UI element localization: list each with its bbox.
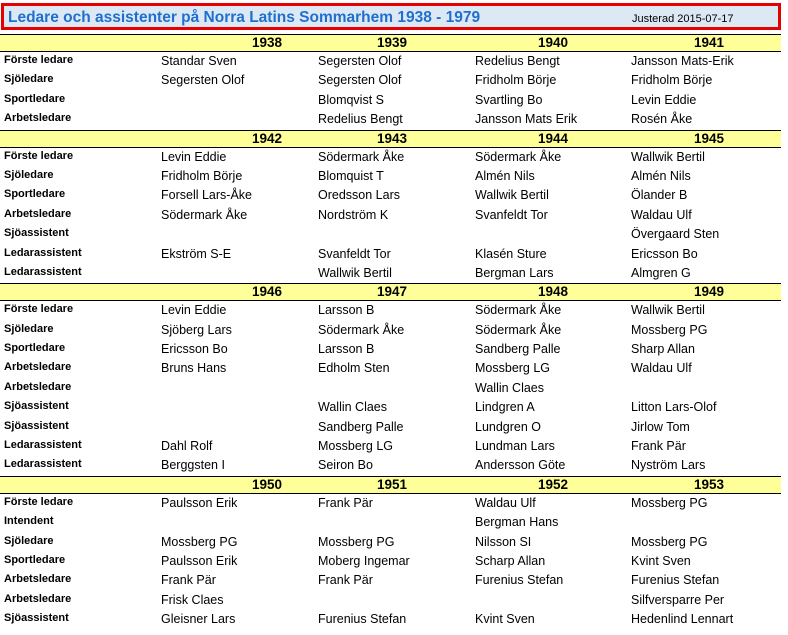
person-cell: Kvint Sven [475, 612, 535, 627]
person-cell: Svanfeldt Tor [475, 207, 548, 222]
person-cell: Wallin Claes [318, 400, 388, 415]
role-label: Arbetsledare [4, 380, 72, 393]
person-cell: Seiron Bo [318, 458, 373, 473]
table-row [0, 513, 781, 532]
person-cell: Wallwik Bertil [631, 303, 705, 318]
person-cell: Paulsson Erik [161, 495, 238, 510]
person-cell: Jansson Mats Erik [475, 112, 578, 127]
table-row [0, 186, 781, 205]
person-cell: Edholm Sten [318, 361, 390, 376]
person-cell: Wallin Claes [475, 380, 545, 395]
role-label: Förste ledare [4, 54, 74, 66]
role-label: Arbetsledare [4, 573, 72, 586]
role-label: Ledarassistent [4, 246, 82, 259]
person-cell: Jirlow Tom [631, 419, 690, 434]
table-row [0, 206, 781, 225]
person-cell: Mossberg PG [631, 322, 708, 337]
role-label: Arbetsledare [4, 592, 72, 605]
year-label: 1944 [537, 130, 568, 146]
person-cell: Almén Nils [631, 168, 691, 183]
role-label: Sjöassistent [4, 612, 69, 625]
person-cell: Sharp Allan [631, 342, 695, 357]
person-cell: Ölander B [631, 188, 688, 203]
year-header-row [0, 476, 781, 494]
person-cell: Fridholm Börje [475, 73, 557, 88]
person-cell: Övergaard Sten [631, 227, 720, 242]
person-cell: Waldau Ulf [631, 361, 692, 376]
person-cell: Nordström K [318, 207, 389, 222]
table-row [0, 359, 781, 378]
roster-table [0, 34, 781, 630]
table-row [0, 437, 781, 456]
table-row [0, 264, 781, 283]
table-row [0, 301, 781, 320]
person-cell: Klasén Sture [475, 246, 547, 261]
person-cell: Levin Eddie [631, 92, 697, 107]
role-label: Sportledare [4, 342, 66, 355]
person-cell: Paulsson Erik [161, 553, 238, 568]
person-cell: Larsson B [318, 342, 375, 357]
person-cell: Sjöberg Lars [161, 322, 232, 337]
person-cell: Furenius Stefan [475, 573, 564, 588]
person-cell: Segersten Olof [318, 73, 402, 88]
role-label: Sjöledare [4, 168, 54, 181]
person-cell: Segersten Olof [318, 54, 402, 68]
person-cell: Södermark Åke [318, 322, 405, 337]
year-header-row [0, 283, 781, 301]
person-cell: Moberg Ingemar [318, 553, 410, 568]
role-label: Intendent [4, 515, 54, 528]
role-label: Sjöledare [4, 73, 54, 86]
year-label: 1947 [376, 284, 407, 300]
person-cell: Frank Pär [318, 573, 373, 588]
person-cell: Levin Eddie [161, 149, 227, 164]
person-cell: Frank Pär [318, 495, 373, 510]
role-label: Sportledare [4, 553, 66, 566]
year-label: 1951 [376, 476, 407, 492]
year-label: 1941 [693, 35, 724, 50]
table-row [0, 340, 781, 359]
person-cell: Frisk Claes [161, 592, 224, 607]
year-label: 1948 [537, 284, 568, 300]
person-cell: Frank Pär [161, 573, 216, 588]
person-cell: Scharp Allan [475, 553, 546, 568]
year-label: 1943 [376, 130, 407, 146]
table-row [0, 148, 781, 167]
person-cell: Hedenlind Lennart [631, 612, 734, 627]
person-cell: Sandberg Palle [475, 342, 561, 357]
person-cell: Södermark Åke [475, 322, 562, 337]
person-cell: Ericsson Bo [631, 246, 698, 261]
person-cell: Redelius Bengt [318, 112, 403, 127]
person-cell: Blomqvist S [318, 92, 384, 107]
person-cell: Almén Nils [475, 168, 535, 183]
person-cell: Berggsten I [161, 458, 225, 473]
year-label: 1949 [693, 284, 724, 300]
person-cell: Frank Pär [631, 439, 686, 454]
table-row [0, 71, 781, 90]
person-cell: Ericsson Bo [161, 342, 228, 357]
person-cell: Levin Eddie [161, 303, 227, 318]
person-cell: Dahl Rolf [161, 439, 213, 454]
person-cell: Forsell Lars-Åke [161, 188, 252, 203]
year-label: 1940 [537, 35, 568, 50]
table-row [0, 591, 781, 610]
person-cell: Larsson B [318, 303, 375, 318]
person-cell: Lundgren O [475, 419, 542, 434]
person-cell: Waldau Ulf [631, 207, 692, 222]
role-label: Sjöassistent [4, 419, 69, 432]
person-cell: Almgren G [631, 265, 691, 280]
table-row [0, 167, 781, 186]
role-label: Förste ledare [4, 495, 74, 508]
adjusted-date: Justerad 2015-07-17 [632, 13, 734, 25]
table-row [0, 91, 781, 110]
person-cell: Fridholm Börje [161, 168, 243, 183]
person-cell: Mossberg PG [161, 534, 238, 549]
table-row [0, 225, 781, 244]
person-cell: Lundman Lars [475, 439, 555, 454]
person-cell: Mossberg PG [631, 534, 708, 549]
person-cell: Bergman Lars [475, 265, 554, 280]
role-label: Ledarassistent [4, 265, 82, 278]
year-label: 1945 [693, 130, 724, 146]
person-cell: Sandberg Palle [318, 419, 404, 434]
year-header-row [0, 34, 781, 52]
year-label: 1946 [251, 284, 282, 300]
table-row [0, 571, 781, 590]
person-cell: Oredsson Lars [318, 188, 400, 203]
table-row [0, 321, 781, 340]
title-box [1, 3, 781, 30]
person-cell: Wallwik Bertil [475, 188, 549, 203]
table-row [0, 398, 781, 417]
person-cell: Blomquist T [318, 168, 384, 183]
person-cell: Bergman Hans [475, 515, 559, 530]
person-cell: Kvint Sven [631, 553, 691, 568]
year-label: 1952 [537, 476, 568, 492]
role-label: Ledarassistent [4, 439, 82, 452]
person-cell: Furenius Stefan [631, 573, 720, 588]
person-cell: Södermark Åke [318, 149, 405, 164]
person-cell: Mossberg LG [318, 439, 394, 454]
page-title: Ledare och assistenter på Norra Latins Sommarhem 1938 - 1979 [8, 9, 481, 26]
role-label: Sportledare [4, 188, 66, 201]
role-label: Förste ledare [4, 149, 74, 162]
role-label: Förste ledare [4, 303, 74, 316]
person-cell: Lindgren A [475, 400, 535, 415]
person-cell: Nilsson SI [475, 534, 532, 549]
role-label: Sjöledare [4, 322, 54, 335]
table-row [0, 552, 781, 571]
table-row [0, 110, 781, 129]
role-label: Arbetsledare [4, 361, 72, 374]
person-cell: Jansson Mats-Erik [631, 54, 734, 68]
person-cell: Segersten Olof [161, 73, 245, 88]
table-row [0, 610, 781, 629]
role-label: Ledarassistent [4, 458, 82, 471]
person-cell: Silfversparre Per [631, 592, 725, 607]
person-cell: Furenius Stefan [318, 612, 407, 627]
table-row [0, 379, 781, 398]
year-label: 1953 [693, 476, 724, 492]
person-cell: Standar Sven [161, 54, 237, 68]
person-cell: Redelius Bengt [475, 54, 560, 68]
table-row [0, 494, 781, 513]
role-label: Sjöassistent [4, 227, 69, 240]
person-cell: Mossberg LG [475, 361, 551, 376]
role-label: Arbetsledare [4, 112, 72, 125]
person-cell: Litton Lars-Olof [631, 400, 717, 415]
person-cell: Mossberg PG [631, 495, 708, 510]
person-cell: Nyström Lars [631, 458, 706, 473]
person-cell: Gleisner Lars [161, 612, 236, 627]
person-cell: Ekström S-E [161, 246, 232, 261]
person-cell: Bruns Hans [161, 361, 227, 376]
table-row [0, 52, 781, 71]
table-row [0, 418, 781, 437]
role-label: Sjöledare [4, 534, 54, 547]
person-cell: Fridholm Börje [631, 73, 713, 88]
year-header-row [0, 130, 781, 148]
year-label: 1939 [376, 35, 407, 50]
person-cell: Wallwik Bertil [318, 265, 392, 280]
person-cell: Waldau Ulf [475, 495, 536, 510]
role-label: Sportledare [4, 92, 66, 105]
person-cell: Mossberg PG [318, 534, 395, 549]
person-cell: Södermark Åke [475, 303, 562, 318]
person-cell: Svanfeldt Tor [318, 246, 391, 261]
person-cell: Andersson Göte [475, 458, 566, 473]
year-label: 1950 [251, 476, 282, 492]
role-label: Arbetsledare [4, 207, 72, 220]
table-row [0, 533, 781, 552]
year-label: 1938 [251, 35, 282, 50]
table-row [0, 245, 781, 264]
person-cell: Rosén Åke [631, 112, 693, 127]
person-cell: Wallwik Bertil [631, 149, 705, 164]
year-label: 1942 [251, 130, 282, 146]
person-cell: Svartling Bo [475, 92, 543, 107]
table-row [0, 456, 781, 475]
person-cell: Södermark Åke [161, 207, 248, 222]
person-cell: Södermark Åke [475, 149, 562, 164]
role-label: Sjöassistent [4, 400, 69, 413]
